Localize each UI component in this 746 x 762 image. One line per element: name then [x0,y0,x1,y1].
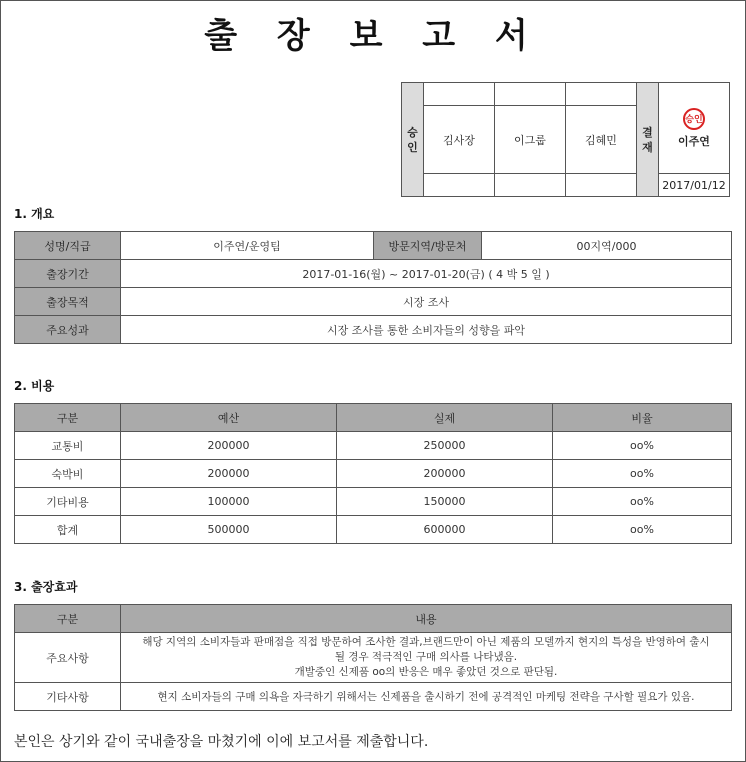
cost-cell: 100000 [121,488,337,516]
name-value: 이주연/운영팀 [121,232,374,260]
period-value: 2017-01-16(월) ~ 2017-01-20(금) ( 4 박 5 일 ) [121,260,732,288]
visit-label: 방문지역/방문처 [374,232,482,260]
approver-date-slot [566,174,637,197]
effect-header: 내용 [121,605,732,633]
result-value: 시장 조사를 통한 소비자들의 성향을 파악 [121,316,732,344]
approver-name: 김사장 [424,106,495,174]
purpose-value: 시장 조사 [121,288,732,316]
main-line: 개발중인 신제품 oo의 반응은 매우 좋았던 것으로 판단됨. [294,666,558,678]
cost-cell: 200000 [337,460,553,488]
cost-cell: oo% [553,460,732,488]
main-line: 될 경우 적극적인 구매 의사를 나타냈음. [334,651,518,663]
result-label: 주요성과 [15,316,121,344]
main-label: 주요사항 [15,633,121,683]
cost-header: 예산 [121,404,337,432]
visit-value: 00지역/000 [482,232,732,260]
table-row [15,683,732,711]
reporter-stamp-cell [659,83,730,174]
cost-heading: 2. 비용 [14,379,55,393]
cost-cell: oo% [553,516,732,544]
main-line: 해당 지역의 소비자들과 판매점을 직접 방문하여 조사한 결과,브랜드만이 아닌 제품의 모델까지 현지의 특성을 반영하여 출시 [142,636,710,648]
approval-label: 승 인 [402,83,424,197]
cost-cell: oo% [553,488,732,516]
signature-slot [566,83,637,106]
effect-table [14,604,732,711]
purpose-label: 출장목적 [15,288,121,316]
cost-cell: 250000 [337,432,553,460]
cost-cell: 기타비용 [15,488,121,516]
other-label: 기타사항 [15,683,121,711]
effect-header: 구분 [15,605,121,633]
cost-cell: 500000 [121,516,337,544]
document-title: 출 장 보 고 서 [204,16,542,56]
approver-name: 이그룹 [495,106,566,174]
approver-date-slot [495,174,566,197]
cost-header: 비율 [553,404,732,432]
cost-cell: 200000 [121,432,337,460]
closing-statement: 본인은 상기와 같이 국내출장을 마쳤기에 이에 보고서를 제출합니다. [14,734,429,750]
approver-name: 김혜민 [566,106,637,174]
name-label: 성명/직급 [15,232,121,260]
approval-box [401,82,730,197]
table-row [15,460,732,488]
approval-stamp: 승인 [683,108,705,130]
other-value: 현지 소비자들의 구매 의욕을 자극하기 위해서는 신제품을 출시하기 전에 공격적인 마케팅 전략을 구사할 필요가 있음. [121,683,732,711]
cost-table [14,403,732,544]
table-row [15,432,732,460]
cost-cell: 합계 [15,516,121,544]
cost-header: 구분 [15,404,121,432]
table-row [15,488,732,516]
table-row [15,633,732,683]
signature-slot [424,83,495,106]
sign-label: 결 재 [637,83,659,197]
period-label: 출장기간 [15,260,121,288]
cost-cell: 150000 [337,488,553,516]
overview-heading: 1. 개요 [14,207,55,221]
cost-cell: 600000 [337,516,553,544]
report-date: 2017/01/12 [659,174,730,197]
cost-cell: 숙박비 [15,460,121,488]
overview-table [14,231,732,344]
cost-header: 실제 [337,404,553,432]
reporter-name: 이주연 [678,134,710,148]
cost-cell: 200000 [121,460,337,488]
signature-slot [495,83,566,106]
main-content [121,633,732,683]
effect-heading: 3. 출장효과 [14,580,78,594]
cost-cell: oo% [553,432,732,460]
cost-cell: 교통비 [15,432,121,460]
table-row [15,516,732,544]
approver-date-slot [424,174,495,197]
